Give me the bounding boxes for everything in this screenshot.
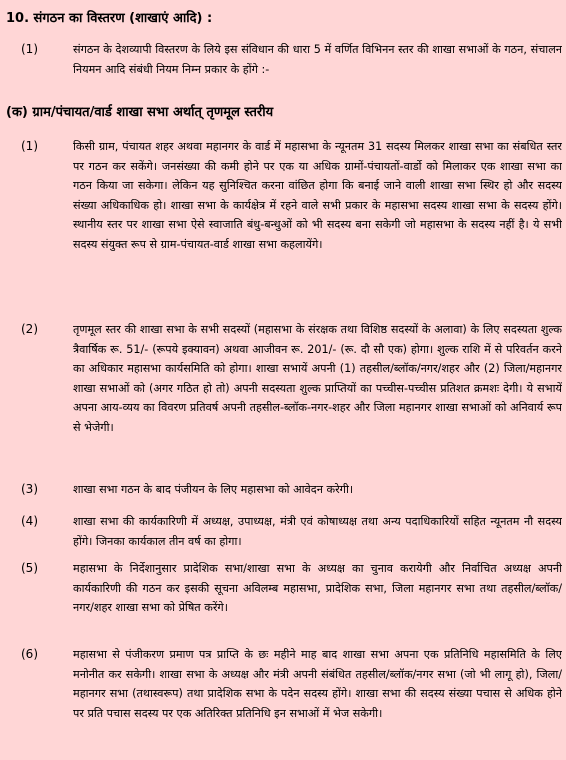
item-paragraph: शाखा सभा की कार्यकारिणी में अध्यक्ष, उपाध्यक्ष, मंत्री एवं कोषाध्यक्ष तथा अन्य पदाधिकारियों सहित न्यूनतम नौ सदस्य होंगे। जिनका कार्यकाल तीन वर्ष का होगा।: [73, 515, 562, 548]
intro-number: (1): [21, 42, 38, 56]
item-number: (4): [21, 514, 38, 528]
item-paragraph: किसी ग्राम, पंचायत शहर अथवा महानगर के वार्ड में महासभा के न्यूनतम 31 सदस्य मिलकर शाखा सभा का संबधित स्तर पर गठन कर सकेंगे। जनसंख्या की कमी होने पर एक या अधिक ग्रामों-पंचायतों-वार्डो को मिलाकर एक शाखा सभा का गठन किया जा सकेगा। लेकिन यह सुनिश्चित करना वांछित होगा कि बनाई जाने वाली शाखा सभा स्थिर हो और सदस्य संख्या अधिकाधिक हो। शाखा सभा के कार्यक्षेत्र में रहने वाले सभी प्रकार के महासभा सदस्य शाखा सभा के सदस्य होंगे। स्थानीय स्तर पर शाखा सभा ऐसे स्वाजाति बंधु-बन्धुओं को भी सदस्य बना सकेगी जो महासभा के सदस्य नहीं है। ये सभी सदस्य संयुक्त रूप से ग्राम-पंचायत-वार्ड शाखा सभा कहलायेंगे।: [73, 140, 562, 251]
intro-paragraph: संगठन के देशव्यापी विस्तरण के लिये इस संविधान की धारा 5 में वर्णित विभिनन स्तर की शाखा सभाओं के गठन, संचालन नियमन आदि संबंधी नियम निम्न प्रकार के होंगे :-: [73, 43, 562, 76]
item-number: (1): [21, 139, 38, 153]
item-paragraph: तृणमूल स्तर की शाखा सभा के सभी सदस्यों (महासभा के संरक्षक तथा विशिष्ठ सदस्यों के अलावा) के लिए सदस्यता शुल्क त्रैवार्षिक रू. 51/- (रूपये इक्यावन) अथवा आजीवन रू. 201/- (रू. दौ सौ एक) होगा। शुल्क राशि में से परिवर्तन करने का अधिकार महासभा कार्यसमिति को होगा। शाखा सभायें अपनी (1) तहसील/ब्लॉक/नगर/शहर और (2) जिला/महानगर शाखा सभाओं को (अगर गठित हो तो) अपनी सदस्यता शुल्क प्राप्तियों का पच्चीस-पच्चीस प्रतिशत क्रमशः देगी। ये सभायें अपना आय-व्यय का विवरण प्रतिवर्ष अपनी तहसील-ब्लॉक-नगर-शहर और जिला महानगर शाखा सभाओं को अनिवार्य रूप से भेजेगी।: [73, 323, 562, 434]
subsection-heading: (क) ग्राम/पंचायत/वार्ड शाखा सभा अर्थात् तृणमूल स्तरीय: [6, 105, 274, 120]
item-paragraph: महासभा से पंजीकरण प्रमाण पत्र प्राप्ति के छः महीने माह बाद शाखा सभा अपना एक प्रतिनिधि महासमिति के लिए मनोनीत कर सकेगी। शाखा सभा के अध्यक्ष और मंत्री अपनी संबंधित तहसील/ब्लॉक/नगर सभा (जो भी लागू हो), जिला/महानगर सभा (तथास्वरूप) तथा प्रादेशिक सभा के पदेन सदस्य होंगे। शाखा सभा की सदस्य संख्या पचास से अधिक होने पर प्रति पचास सदस्य पर एक अतिरिक्त प्रतिनिधि इन सभाओं में भेज सकेगी।: [73, 648, 562, 720]
item-paragraph: शाखा सभा गठन के बाद पंजीयन के लिए महासभा को आवेदन करेगी।: [73, 483, 354, 496]
section-heading: 10. संगठन का विस्तरण (शाखाएं आदि) :: [6, 11, 213, 26]
item-number: (3): [21, 482, 38, 496]
item-number: (5): [21, 561, 38, 575]
item-paragraph: महासभा के निर्देशानुसार प्रादेशिक सभा/शाखा सभा के अध्यक्ष का चुनाव करायेगी और निर्वाचित अध्यक्ष अपनी कार्यकारिणी की गठन कर इसकी सूचना अविलम्ब महासभा, प्रादेशिक सभा, जिला महानगर सभा तथा तहसील/ब्लॉक/नगर/शहर शाखा सभा को प्रेषित करेंगे।: [73, 562, 562, 614]
item-number: (6): [21, 647, 38, 661]
item-number: (2): [21, 322, 38, 336]
